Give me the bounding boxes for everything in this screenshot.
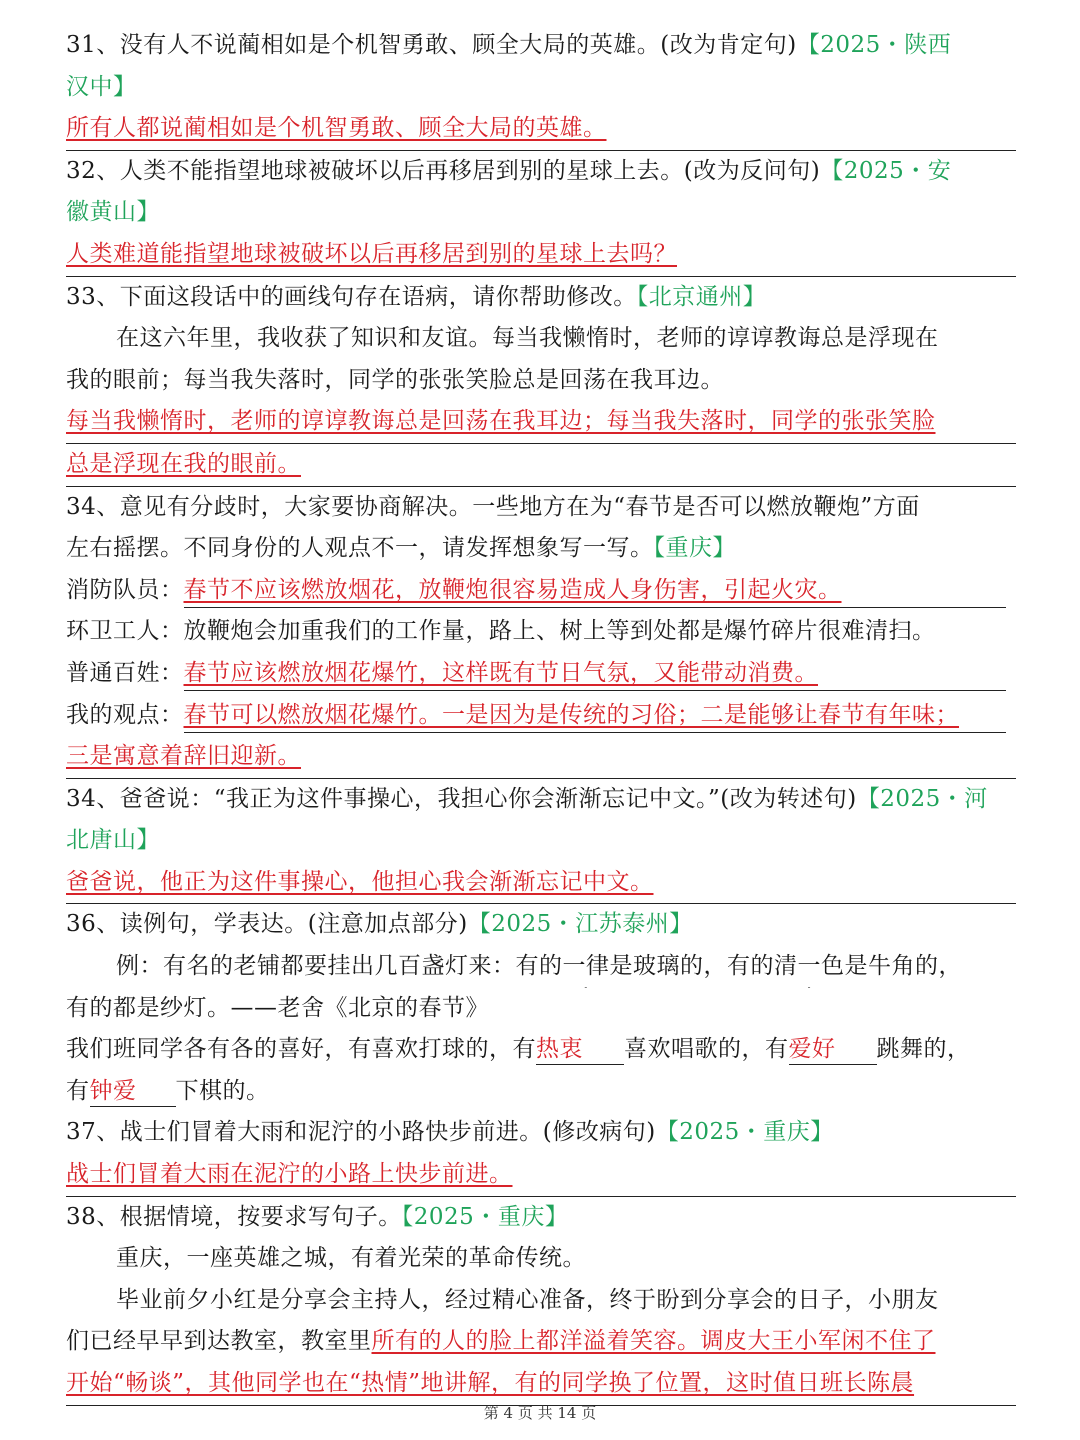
q34b-source-cont: 北唐山】 xyxy=(66,827,160,854)
q33-answer-2: 总是浮现在我的眼前。 xyxy=(66,450,301,477)
q33-paragraph-2: 我的眼前；每当我失落时，同学的张张笑脸总是回荡在我耳边。 xyxy=(66,366,724,393)
q32-question-cont xyxy=(66,192,1016,234)
q38-context-1: 重庆，一座英雄之城，有着光荣的革命传统。 xyxy=(116,1245,586,1272)
q34b-source: 【2025・河 xyxy=(856,785,988,812)
q36-source: 【2025・江苏泰州】 xyxy=(467,911,693,938)
q33-answer-line-2 xyxy=(66,444,1016,487)
q34a-question-2: 左右摇摆。不同身份的人观点不一，请发挥想象写一写。【重庆】 xyxy=(66,535,736,562)
q38-source: 【2025・重庆】 xyxy=(401,1203,569,1230)
dotted-word-1: 一律 xyxy=(562,953,610,980)
q36-question: 36、读例句，学表达。(注意加点部分)【2025・江苏泰州】 xyxy=(66,911,693,938)
q34a-question-1: 34、意见有分歧时，大家要协商解决。一些地方在为“春节是否可以燃放鞭炮”方面 xyxy=(66,493,920,520)
q38-answer-2: 开始“畅谈”，其他同学也在“热情”地讲解，有的同学换了位置，这时值日班长陈晨 xyxy=(66,1370,915,1396)
firefighter-label: 消防队员： xyxy=(66,576,184,603)
q31-source-cont: 汉中】 xyxy=(66,73,137,100)
fill-blank-3: 钟爱 xyxy=(90,1076,176,1107)
q36-task-2: 有钟爱 下棋的。 xyxy=(66,1071,1016,1113)
mine-answer-2: 三是寓意着辞旧迎新。 xyxy=(66,743,301,770)
q34a-source: 【重庆】 xyxy=(653,535,736,562)
q34b-question: 34、爸爸说：“我正为这件事操心，我担心你会渐渐忘记中文。”(改为转述句)【2025・河 xyxy=(66,785,988,812)
q33-paragraph-1: 在这六年里，我收获了知识和友谊。每当我懒惰时，老师的谆谆教诲总是浮现在 xyxy=(116,325,939,352)
q34a-cleaner: 环卫工人：放鞭炮会加重我们的工作量，路上、树上等到处都是爆竹碎片很难清扫。 xyxy=(66,618,936,645)
firefighter-answer: 春节不应该燃放烟花，放鞭炮很容易造成人身伤害，引起火灾。 xyxy=(184,573,1006,608)
fill-blank-2: 爱好 xyxy=(789,1034,877,1065)
q38-context-4 xyxy=(66,1363,1016,1406)
page-number-footer: 第 4 页 共 14 页 xyxy=(483,1404,597,1422)
q31-question: 31、没有人不说蔺相如是个机智勇敢、顾全大局的英雄。(改为肯定句)【2025・陕西 xyxy=(66,32,952,58)
q37-answer: 战士们冒着大雨在泥泞的小路上快步前进。 xyxy=(66,1161,513,1188)
q34b-answer-line xyxy=(66,862,1016,905)
q37-answer-line xyxy=(66,1154,1016,1197)
q31-source: 【2025・陕西 xyxy=(796,32,952,58)
q38-context-3: 们已经早早到达教室，教室里所有的人的脸上都洋溢着笑容。调皮大王小军闲不住了 xyxy=(66,1328,936,1355)
citizen-label: 普通百姓： xyxy=(66,659,184,686)
q37-source: 【2025・重庆】 xyxy=(655,1119,834,1146)
fill-blank-1: 热衷 xyxy=(536,1034,624,1065)
q31-answer-line xyxy=(66,108,1016,151)
dotted-word-2: 清一色 xyxy=(774,953,845,980)
q38-context-2: 毕业前夕小红是分享会主持人，经过精心准备，终于盼到分享会的日子，小朋友 xyxy=(116,1286,939,1313)
q34a-citizen xyxy=(66,653,1016,695)
q38-answer-1: 所有的人的脸上都洋溢着笑容。调皮大王小军闲不住了 xyxy=(371,1328,936,1355)
q32-answer: 人类难道能指望地球被破坏以后再移居到别的星球上去吗？ xyxy=(66,240,677,267)
citizen-answer: 春节应该燃放烟花爆竹，这样既有节日气氛，又能带动消费。 xyxy=(184,656,1006,691)
q34a-mine xyxy=(66,695,1016,737)
q38-question: 38、根据情境，按要求写句子。【2025・重庆】 xyxy=(66,1203,569,1230)
q33-source: 【北京通州】 xyxy=(636,283,767,310)
q31-answer: 所有人都说蔺相如是个机智勇敢、顾全大局的英雄。 xyxy=(66,115,607,142)
q31-question-cont xyxy=(66,67,1016,109)
q33-question: 33、下面这段话中的画线句存在语病，请你帮助修改。【北京通州】 xyxy=(66,283,767,310)
q32-answer-line xyxy=(66,234,1016,277)
q33-answer-1: 每当我懒惰时，老师的谆谆教诲总是回荡在我耳边；每当我失落时，同学的张张笑脸 xyxy=(66,408,936,435)
q37-question: 37、战士们冒着大雨和泥泞的小路快步前进。(修改病句)【2025・重庆】 xyxy=(66,1119,834,1146)
q36-task-1: 我们班同学各有各的喜好，有喜欢打球的，有热衷 喜欢唱歌的，有爱好 跳舞的， xyxy=(66,1029,1016,1071)
q36-example-2: 有的都是纱灯。——老舍《北京的春节》 xyxy=(66,994,489,1021)
mine-label: 我的观点： xyxy=(66,701,184,728)
q34b-answer: 爸爸说，他正为这件事操心，他担心我会渐渐忘记中文。 xyxy=(66,868,654,895)
q34a-firefighter xyxy=(66,570,1016,612)
q32-question: 32、人类不能指望地球被破坏以后再移居到别的星球上去。(改为反问句)【2025・安 xyxy=(66,157,952,184)
q34a-mine-cont xyxy=(66,736,1016,779)
q36-example-1: 例：有名的老铺都要挂出几百盏灯来：有的一律是玻璃的，有的清一色是牛角的， xyxy=(116,953,962,980)
q32-source: 【2025・安 xyxy=(820,157,952,184)
q33-answer-line-1 xyxy=(66,401,1016,444)
mine-answer-1: 春节可以燃放烟花爆竹。一是因为是传统的习俗；二是能够让春节有年味； xyxy=(184,698,1006,733)
q34b-question-cont xyxy=(66,820,1016,862)
content-body xyxy=(66,25,1016,1406)
q32-source-cont: 徽黄山】 xyxy=(66,199,160,226)
